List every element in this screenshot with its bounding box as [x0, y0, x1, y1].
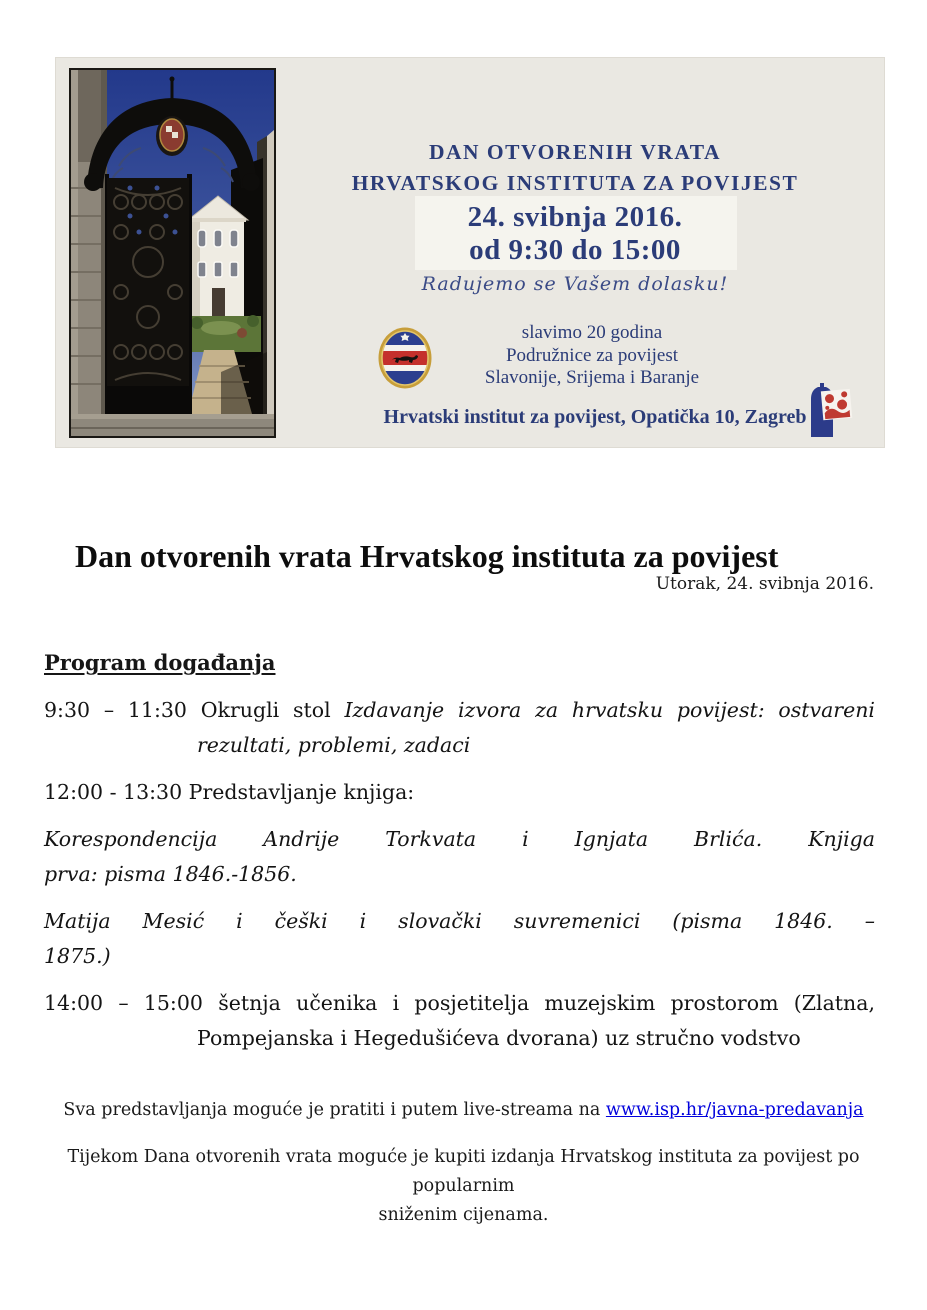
institute-address-line: Hrvatski institut za povijest, Opatička 10, Zagreb	[383, 406, 807, 428]
anniversary-line2: Podružnice za povijest	[505, 344, 678, 366]
schedule-item-tour	[44, 986, 875, 1056]
program-schedule	[44, 693, 875, 1068]
schedule-item-books	[44, 775, 875, 810]
sale-note	[58, 1143, 869, 1230]
livestream-note-text: Sva predstavljanja moguće je pratiti i putem live-streama na	[63, 1100, 606, 1120]
institute-tower-logo-icon	[808, 383, 854, 437]
schedule-text: šetnja učenika i posjetitelja muzejskim prostorom (Zlatna,	[218, 991, 875, 1015]
event-banner	[55, 57, 885, 448]
sale-note-line1: Tijekom Dana otvorenih vrata moguće je kupiti izdanja Hrvatskog instituta za povijest po popularnim	[67, 1147, 860, 1196]
welcome-script-text: Radujemo se Vašem dolasku!	[421, 273, 729, 295]
schedule-text: Okrugli stol	[200, 698, 331, 722]
page-title: Dan otvorenih vrata Hrvatskog instituta za povijest	[75, 538, 779, 575]
schedule-time: 12:00 - 13:30	[44, 780, 183, 804]
book-title-2	[44, 904, 875, 974]
livestream-note	[0, 1100, 927, 1120]
gate-photo-illustration	[71, 70, 274, 436]
book-title-2-line1: Matija Mesić i češki i slovački suvremenici (pisma 1846. –	[44, 909, 875, 933]
book-title-1-line2: prva: pisma 1846.-1856.	[44, 862, 297, 886]
schedule-item-tour-line2: Pompejanska i Hegedušićeva dvorana) uz stručno vodstvo	[197, 1026, 801, 1050]
schedule-time: 14:00 – 15:00	[44, 991, 203, 1015]
institute-gate-photo	[69, 68, 276, 438]
banner-title-line2: HRVATSKOG INSTITUTA ZA POVIJEST	[351, 171, 799, 195]
banner-date-line2: od 9:30 do 15:00	[469, 234, 681, 266]
schedule-item-roundtable-line1	[44, 693, 875, 728]
sale-note-line2: sniženim cijenama.	[378, 1205, 549, 1225]
banner-title	[285, 137, 865, 199]
book-title-2-line2: 1875.)	[44, 944, 111, 968]
schedule-time: 9:30 – 11:30	[44, 698, 187, 722]
schedule-text: Predstavljanje knjiga:	[188, 780, 415, 804]
roundtable-title-part1: Izdavanje izvora za hrvatsku povijest: ostvareni	[344, 698, 875, 722]
schedule-item-roundtable	[44, 693, 875, 763]
banner-date-line1: 24. svibnja 2016.	[467, 201, 683, 233]
book-title-1	[44, 822, 875, 892]
program-heading: Program događanja	[44, 650, 276, 675]
document-date: Utorak, 24. svibnja 2016.	[655, 574, 874, 594]
livestream-link[interactable]: www.isp.hr/javna-predavanja	[605, 1100, 864, 1120]
anniversary-line3: Slavonije, Srijema i Baranje	[484, 367, 700, 388]
roundtable-title-part2: rezultati, problemi, zadaci	[197, 733, 471, 757]
schedule-item-books-line	[44, 775, 875, 810]
schedule-item-tour-line1	[44, 986, 875, 1021]
banner-date	[355, 201, 795, 267]
book-title-1-line1: Korespondencija Andrije Torkvata i Ignjata Brlića. Knjiga	[44, 827, 875, 851]
anniversary-line1: slavimo 20 godina	[521, 322, 663, 343]
schedule-item-roundtable-line2	[197, 728, 875, 763]
anniversary-text	[392, 322, 792, 390]
banner-title-line1: DAN OTVORENIH VRATA	[428, 140, 722, 164]
